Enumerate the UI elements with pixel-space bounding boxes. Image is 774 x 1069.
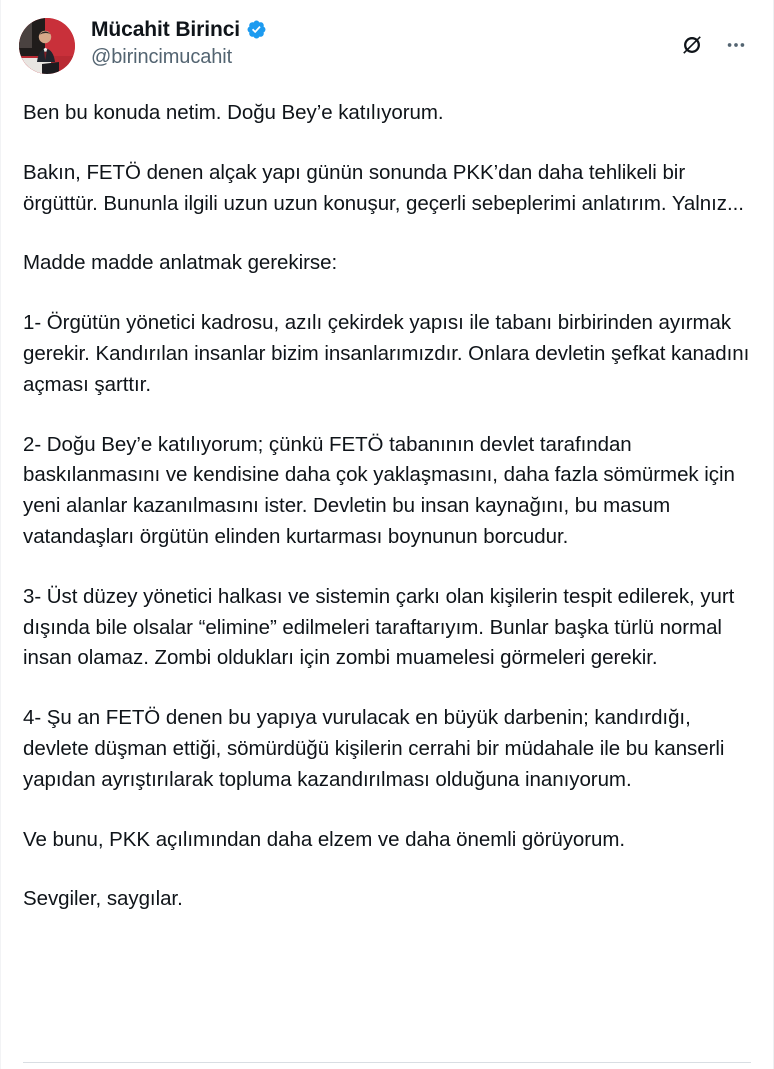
tweet-paragraph: 2- Doğu Bey’e katılıyorum; çünkü FETÖ tabanının devlet tarafından baskılanmasını ve kendisine daha çok yaklaşmasını, daha fazla sömürmek için yeni alanlar kazanılmasını ister. Devletin bu insan kaynağını, bu masum vatandaşları örgütün elinden kurtarması boynunun borcudur. xyxy=(23,432,741,548)
verified-badge-icon xyxy=(246,19,267,40)
tweet-paragraph: Sevgiler, saygılar. xyxy=(23,887,183,911)
header-actions xyxy=(677,18,753,60)
name-row xyxy=(91,19,267,40)
tweet-paragraph: Madde madde anlatmak gerekirse: xyxy=(23,251,338,275)
tweet-header xyxy=(1,0,773,74)
tweet-text xyxy=(1,98,773,915)
tweet-paragraph: 4- Şu an FETÖ denen bu yapıya vurulacak en büyük darbenin; kandırdığı, devlete düşman ettiği, sömürdüğü kişilerin cerrahi bir müdahale ile bu kanserli yapıdan ayrıştırılarak topluma kazandırılması olduğuna inanıyorum. xyxy=(23,706,731,791)
avatar[interactable] xyxy=(19,18,75,74)
display-name[interactable]: Mücahit Birinci xyxy=(91,18,241,41)
more-options-icon[interactable] xyxy=(721,30,751,60)
user-handle[interactable]: @birincimucahit xyxy=(91,46,233,68)
tweet-paragraph: Ve bunu, PKK açılımından daha elzem ve daha önemli görüyorum. xyxy=(23,827,626,851)
tweet-paragraph: 1- Örgütün yönetici kadrosu, azılı çekirdek yapısı ile tabanı birbirinden ayırmak gerekir. Kandırılan insanlar bizim insanlarımızdır. Onlara devletin şefkat kanadını açması şarttır. xyxy=(23,311,755,396)
tweet-paragraph: Bakın, FETÖ denen alçak yapı günün sonunda PKK’dan daha tehlikeli bir örgüttür. Bununla ilgili uzun uzun konuşur, geçerli sebeplerimi anlatırım. Yalnız... xyxy=(23,160,744,215)
user-identity xyxy=(91,18,267,69)
tweet-paragraph: 3- Üst düzey yönetici halkası ve sistemin çarkı olan kişilerin tespit edilerek, yurt dışında bile olsalar “elimine” edilmeleri taraftarıyım. Bunlar başka türlü normal insan olamaz. Zombi oldukları için zombi muamelesi görmeleri gerekir. xyxy=(23,584,740,670)
grok-icon[interactable] xyxy=(677,30,707,60)
bottom-divider xyxy=(23,1062,751,1063)
tweet-paragraph: Ben bu konuda netim. Doğu Bey’e katılıyorum. xyxy=(23,101,444,124)
